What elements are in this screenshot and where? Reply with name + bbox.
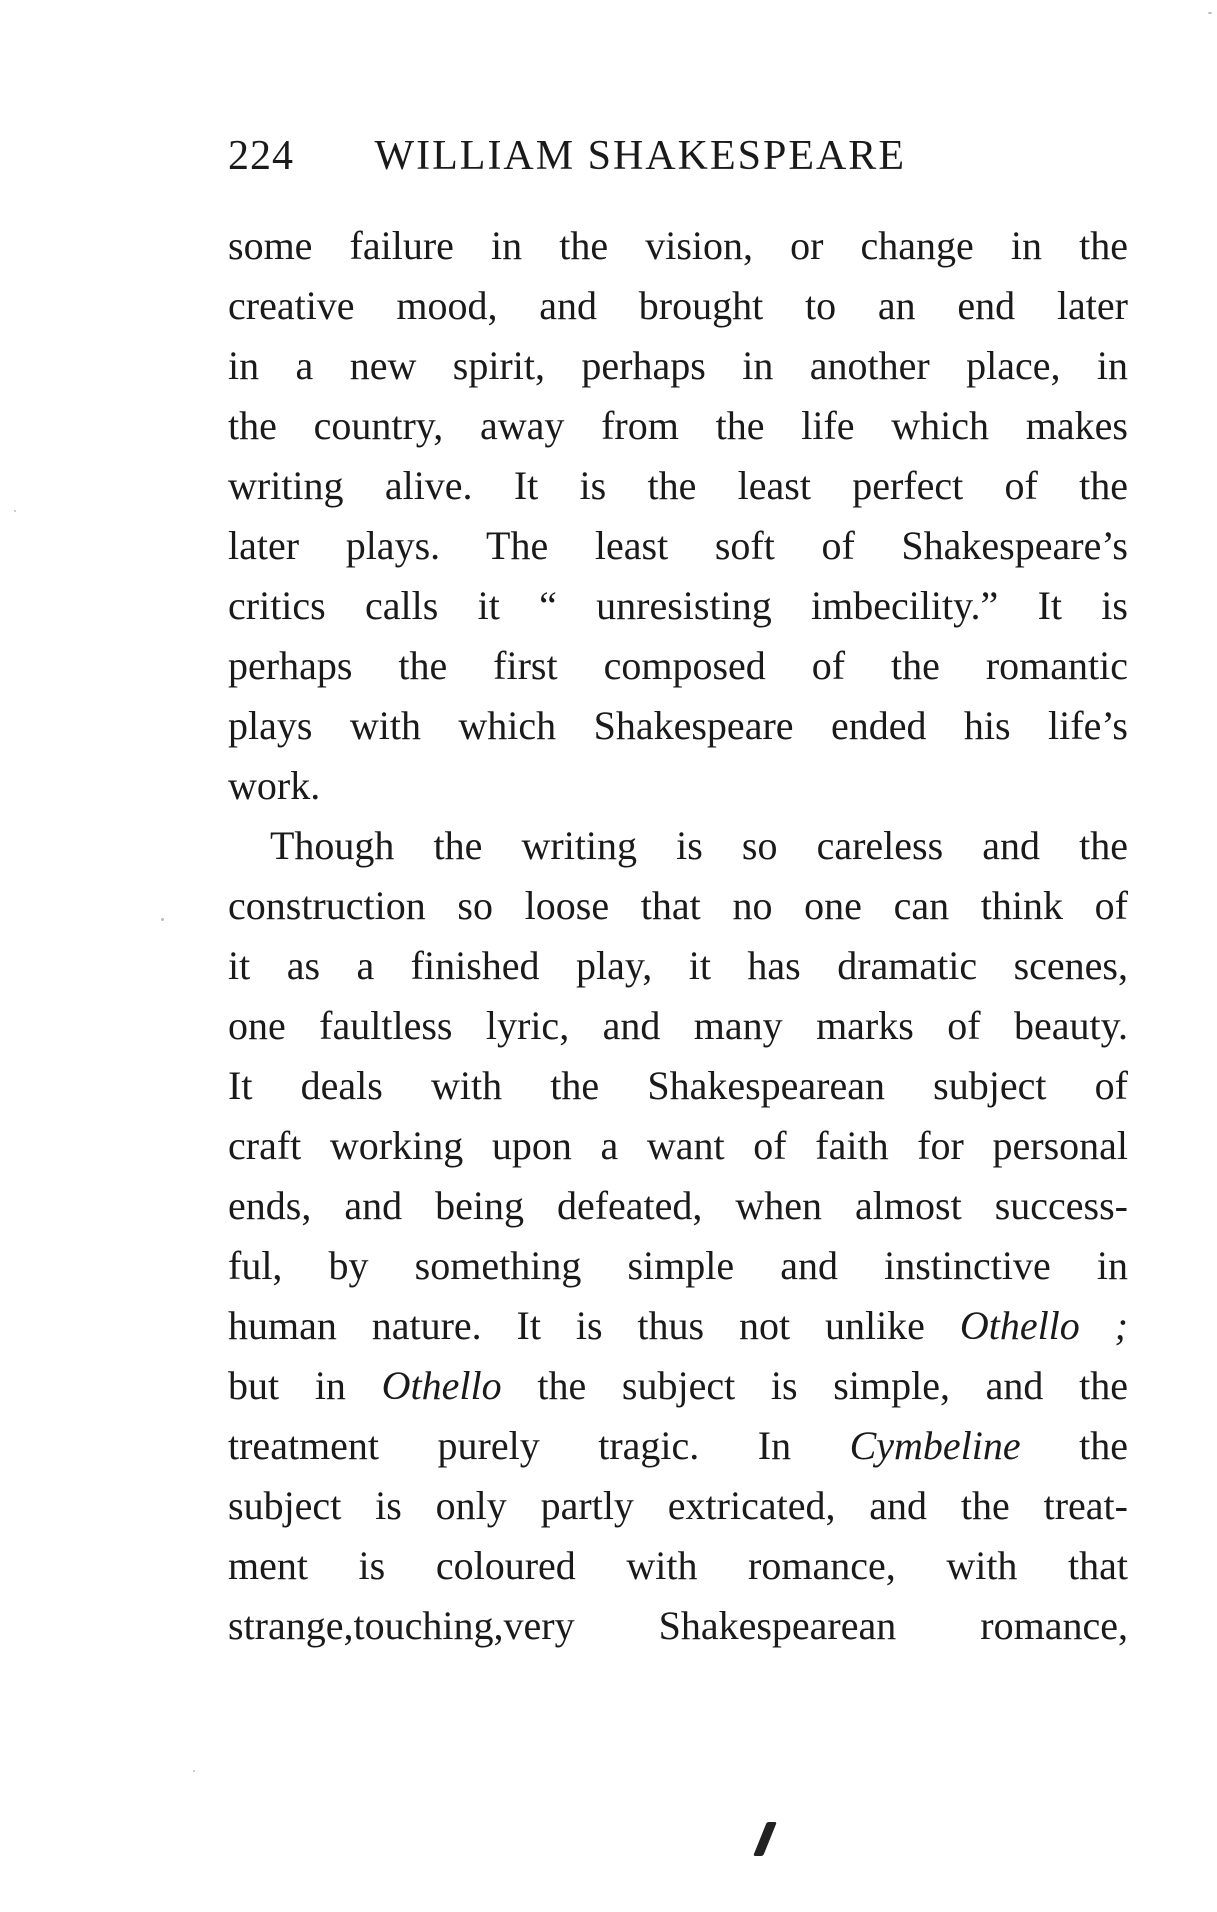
text-line — [228, 1416, 1128, 1476]
text-line: the country, away from the life which makes — [228, 403, 1128, 448]
italic-title: Othello — [381, 1363, 502, 1408]
running-title: WILLIAM SHAKESPEARE — [374, 133, 906, 179]
text-line: in a new spirit, perhaps in another place, in — [228, 343, 1128, 388]
paragraph-start-line: Though the writing is so careless and the — [270, 823, 1128, 868]
text-line: creative mood, and brought to an end later — [228, 283, 1128, 328]
italic-title: Othello ; — [959, 1303, 1128, 1348]
body-text — [228, 216, 1128, 1656]
text-run: treatment purely tragic. In — [228, 1423, 850, 1468]
text-line: writing alive. It is the least perfect of the — [228, 463, 1128, 508]
text-line: it as a finished play, it has dramatic scenes, — [228, 943, 1128, 988]
running-head — [228, 132, 1128, 182]
paragraph-end-line: work. — [228, 763, 321, 808]
paper-speck — [1208, 12, 1212, 14]
text-run: the subject is simple, and the — [501, 1363, 1128, 1408]
text-line: later plays. The least soft of Shakespeare’s — [228, 523, 1128, 568]
text-line: ment is coloured with romance, with that — [228, 1543, 1128, 1588]
page-number: 224 — [228, 133, 294, 179]
text-run: the — [1020, 1423, 1128, 1468]
italic-title: Cymbeline — [849, 1423, 1021, 1468]
text-line: It deals with the Shakespearean subject of — [228, 1063, 1128, 1108]
text-line: construction so loose that no one can think of — [228, 883, 1128, 928]
text-line: ends, and being defeated, when almost success- — [228, 1183, 1128, 1228]
text-line: ful, by something simple and instinctive in — [228, 1243, 1128, 1288]
paper-speck — [14, 510, 16, 512]
text-run: but in — [228, 1363, 382, 1408]
text-line: plays with which Shakespeare ended his life’s — [228, 703, 1128, 748]
paper-speck — [161, 918, 164, 921]
text-line: perhaps the first composed of the romantic — [228, 643, 1128, 688]
text-line: critics calls it “ unresisting imbecility.” It is — [228, 583, 1128, 628]
text-line: one faultless lyric, and many marks of beauty. — [228, 1003, 1128, 1048]
text-run: human nature. It is thus not unlike — [228, 1303, 960, 1348]
text-line: craft working upon a want of faith for personal — [228, 1123, 1128, 1168]
text-line: subject is only partly extricated, and the treat- — [228, 1483, 1128, 1528]
text-line: strange,touching,very Shakespearean romance, — [228, 1603, 1128, 1648]
paper-speck — [193, 1770, 195, 1772]
text-line — [228, 1296, 1128, 1356]
text-line: some failure in the vision, or change in the — [228, 223, 1128, 268]
ink-mark — [753, 1822, 777, 1856]
text-line — [228, 1356, 1128, 1416]
